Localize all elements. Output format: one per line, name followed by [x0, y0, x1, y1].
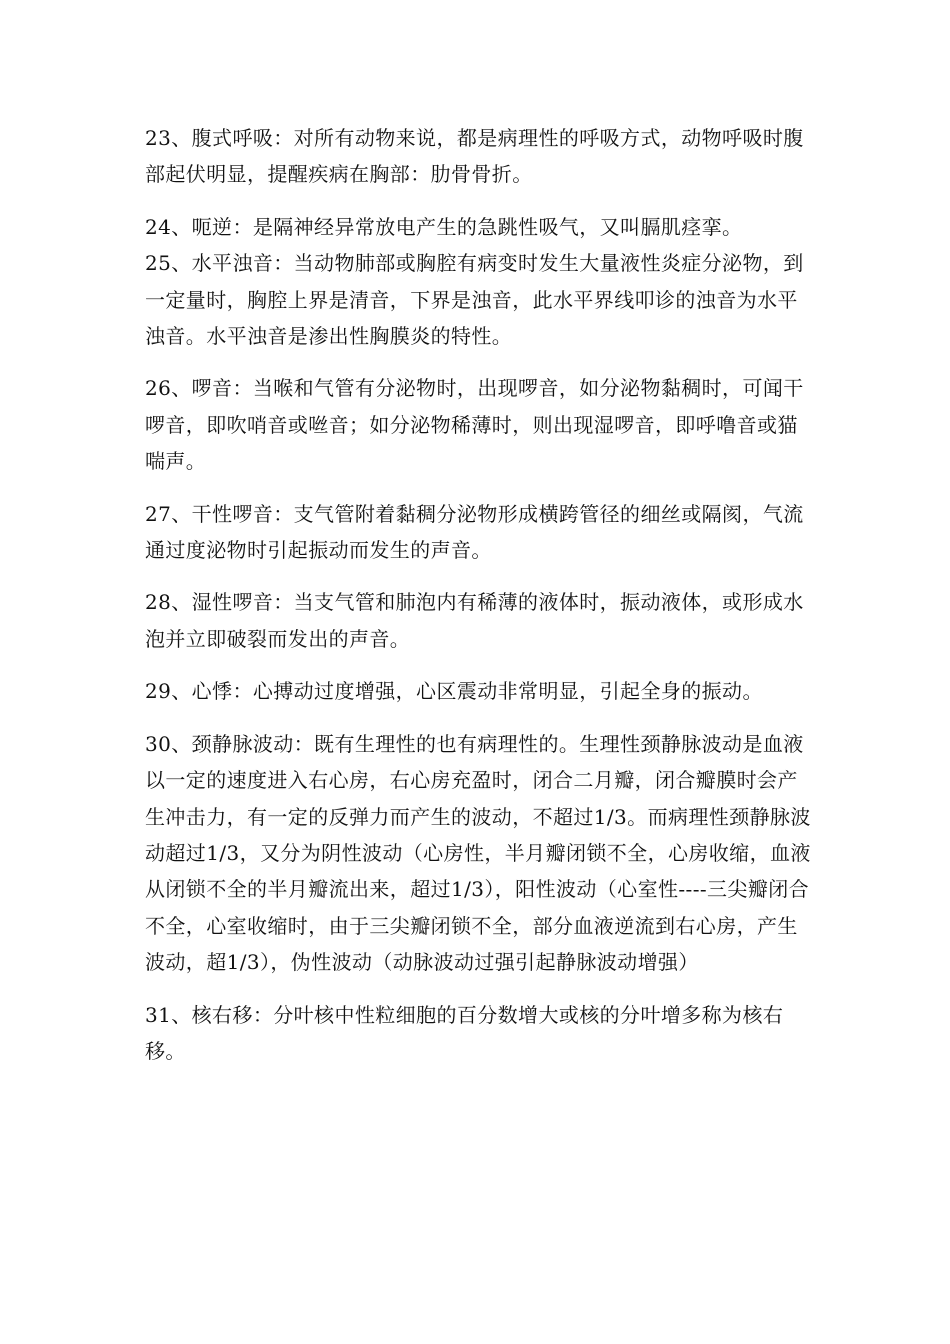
paragraph-26: 26、啰音：当喉和气管有分泌物时，出现啰音，如分泌物黏稠时，可闻干啰音，即吹哨音或咝音；如分泌物稀薄时，则出现湿啰音，即呼噜音或猫喘声。	[145, 376, 804, 474]
paragraph-23: 23、腹式呼吸：对所有动物来说，都是病理性的呼吸方式，动物呼吸时腹部起伏明显，提醒疾病在胸部：肋骨骨折。	[145, 126, 804, 187]
paragraph-24: 24、呃逆：是隔神经异常放电产生的急跳性吸气，又叫膈肌痉挛。	[145, 214, 743, 239]
paragraph-27: 27、干性啰音：支气管附着黏稠分泌物形成横跨管径的细丝或隔阂，气流通过度泌物时引起振动而发生的声音。	[145, 501, 804, 563]
paragraph-30: 30、颈静脉波动：既有生理性的也有病理性的。生理性颈静脉波动是血液以一定的速度进入右心房，右心房充盈时，闭合二月瓣，闭合瓣膜时会产生冲击力，有一定的反弹力而产生的波动，不超过1/3。而病理性颈静脉波动超过1/3，又分为阴性波动（心房性，半月瓣闭锁不全，心房收缩，血液从闭锁不全的半月瓣流出来，超过1/3），阳性波动（心室性----三尖瓣闭合不全，心室收缩时，由于三尖瓣闭锁不全，部分血液逆流到右心房，产生波动，超1/3），伪性波动（动脉波动过强引起静脉波动增强）	[145, 731, 811, 975]
paragraph-28: 28、湿性啰音：当支气管和肺泡内有稀薄的液体时，振动液体，或形成水泡并立即破裂而发出的声音。	[145, 590, 804, 651]
paragraph-25: 25、水平浊音：当动物肺部或胸腔有病变时发生大量液性炎症分泌物，到一定量时，胸腔上界是清音，下界是浊音，此水平界线叩诊的浊音为水平浊音。水平浊音是渗出性胸膜炎的特性。	[145, 251, 804, 349]
paragraph-29: 29、心悸：心搏动过度增强，心区震动非常明显，引起全身的振动。	[145, 679, 763, 704]
document-body	[145, 120, 815, 1069]
paragraph-31: 31、核右移：分叶核中性粒细胞的百分数增大或核的分叶增多称为核右移。	[145, 1002, 784, 1063]
